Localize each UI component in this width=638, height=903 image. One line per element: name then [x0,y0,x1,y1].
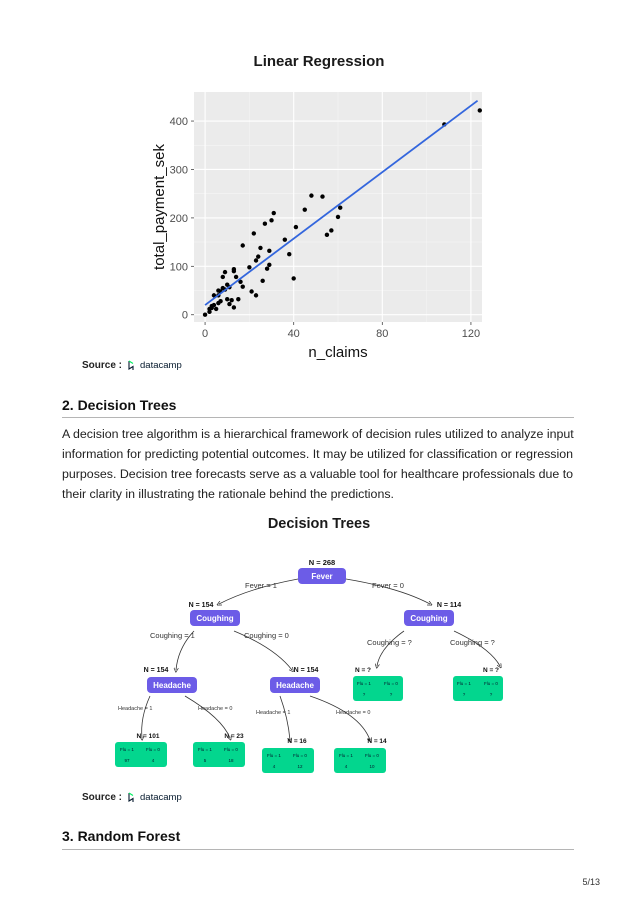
data-point [247,265,251,269]
data-point [223,270,227,274]
leaf-14-flu1: Flu = 1 [339,753,353,758]
leaf-101-v0: 4 [151,758,155,763]
regression-source [82,360,182,371]
data-point [272,211,276,215]
x-tick-label: 120 [461,328,481,340]
data-point [294,225,298,229]
data-point [249,289,253,293]
leaf-101 [115,742,167,767]
leaf-16-v1: 4 [272,764,276,769]
leaf-101-count: N = 101 [136,733,160,740]
headache-right-count: N = 154 [293,667,319,674]
leaf-14 [334,748,386,773]
label-headache-1-left: Headache = 1 [118,706,153,712]
y-tick-label: 400 [169,116,188,129]
datacamp-logo [127,792,182,803]
coughing-left-count: N = 154 [188,602,214,609]
data-point [291,276,295,280]
label-headache-1-right: Headache = 1 [256,710,291,716]
edge-headache-0-left [185,696,233,738]
data-point [254,258,258,262]
y-axis-label: total_payment_sek [151,144,168,270]
data-point [338,206,342,210]
label-headache-0-right: Headache = 0 [336,710,371,716]
edge-coughing-q-right [454,631,500,666]
label-coughing-q-right: Coughing = ? [450,638,495,647]
leaf-mid-right [453,676,503,701]
leaf-23-flu1: Flu = 1 [198,747,212,752]
decision-trees-paragraph: A decision tree algorithm is a hierarchical framework of decision rules utilized to analyze input information for predicting potential outcomes. It may be utilized for classification or regression purposes. Decision tree forecasts serve as a valuable tool for healthcare professionals due to their clarity in illustrating the rationale behind the predictions. [62,427,574,501]
label-coughing-1: Coughing = 1 [150,631,195,640]
leaf-101-flu1: Flu = 1 [120,747,134,752]
data-point [218,299,222,303]
data-point [214,307,218,311]
x-tick-label: 80 [376,328,389,340]
leaf-mid-right-count: N = ? [482,667,500,674]
data-point [232,305,236,309]
data-point [256,254,260,258]
x-axis-label: n_claims [308,344,368,360]
leaf-23-flu0: Flu = 0 [224,747,238,752]
leaf-mid-right-v0: ? [489,692,493,697]
y-tick-label: 200 [169,212,188,225]
leaf-mid-left [353,676,403,701]
node-headache-left-label: Headache [153,681,191,690]
leaf-14-v1: 4 [344,764,348,769]
data-point [258,246,262,250]
leaf-mid-right-v1: ? [462,692,466,697]
data-point [267,263,271,267]
leaf-14-count: N = 14 [367,738,387,745]
x-tick-label: 0 [202,328,209,340]
leaf-23-count: N = 23 [224,733,244,740]
source-label: Source : [82,792,123,803]
node-coughing-right-label: Coughing [410,614,448,623]
data-point [227,302,231,306]
label-headache-0-left: Headache = 0 [198,706,233,712]
coughing-right-count: N = 114 [436,602,462,609]
leaf-16-flu1: Flu = 1 [267,753,281,758]
data-point [478,108,482,112]
data-point [325,233,329,237]
label-coughing-q-left: Coughing = ? [367,638,412,647]
data-point [329,228,333,232]
leaf-mid-left-v0: ? [389,692,393,697]
leaf-14-v0: 10 [369,764,375,769]
section-heading-decision-trees: 2. Decision Trees [62,397,177,413]
edge-coughing-q-left [377,631,404,666]
label-fever-0: Fever = 0 [372,581,404,590]
edge-headache-0-right [310,696,370,740]
leaf-16 [262,748,314,773]
decision-tree-diagram [0,508,638,790]
leaf-mid-left-flu0: Flu = 0 [384,681,398,686]
data-point [234,275,238,279]
data-point [263,222,267,226]
datacamp-logo-icon [127,360,138,371]
data-point [320,194,324,198]
data-point [267,249,271,253]
label-coughing-0: Coughing = 0 [244,631,289,640]
datacamp-logo-text: datacamp [140,792,182,803]
data-point [241,284,245,288]
data-point [336,215,340,219]
data-point [221,275,225,279]
leaf-14-flu0: Flu = 0 [365,753,379,758]
edge-headache-1-right [280,696,290,740]
page-number: 5/13 [582,877,600,887]
data-point [254,293,258,297]
leaf-16-flu0: Flu = 0 [293,753,307,758]
y-tick-label: 0 [181,309,188,322]
data-point [303,207,307,211]
data-point [229,298,233,302]
data-point [203,313,207,317]
node-headache-right-label: Headache [276,681,314,690]
data-point [269,218,273,222]
data-point [212,303,216,307]
data-point [265,267,269,271]
datacamp-logo-icon [127,792,138,803]
regression-chart-title: Linear Regression [253,53,385,70]
datacamp-logo [127,360,182,371]
leaf-101-flu0: Flu = 0 [146,747,160,752]
regression-scatter-plot [140,80,490,360]
data-point [309,193,313,197]
root-count: N = 268 [308,558,336,567]
leaf-mid-right-flu0: Flu = 0 [484,681,498,686]
x-tick-label: 40 [287,328,300,340]
data-point [283,237,287,241]
leaf-23-v0: 18 [228,758,234,763]
data-point [232,267,236,271]
node-coughing-left-label: Coughing [196,614,234,623]
leaf-16-v0: 12 [297,764,303,769]
y-tick-label: 300 [169,164,188,177]
section-heading-random-forest: 3. Random Forest [62,828,181,844]
section-divider [62,417,574,418]
node-fever-label: Fever [311,572,333,581]
data-point [260,279,264,283]
leaf-16-count: N = 16 [287,738,307,745]
label-fever-1: Fever = 1 [245,581,277,590]
decision-tree-title: Decision Trees [267,516,371,532]
data-point [236,297,240,301]
datacamp-logo-text: datacamp [140,360,182,371]
data-point [241,243,245,247]
data-point [225,297,229,301]
leaf-101-v1: 97 [124,758,130,763]
data-point [287,252,291,256]
data-point [252,231,256,235]
edge-headache-1-left [142,696,150,738]
leaf-23-v1: 5 [203,758,207,763]
leaf-mid-right-flu1: Flu = 1 [457,681,471,686]
leaf-mid-left-v1: ? [362,692,366,697]
section-divider [62,849,574,850]
tree-source [82,792,182,803]
leaf-mid-left-flu1: Flu = 1 [357,681,371,686]
source-label: Source : [82,360,123,371]
headache-left-count: N = 154 [143,667,169,674]
leaf-23 [193,742,245,767]
leaf-mid-left-count: N = ? [354,667,372,674]
y-tick-label: 100 [169,261,188,274]
